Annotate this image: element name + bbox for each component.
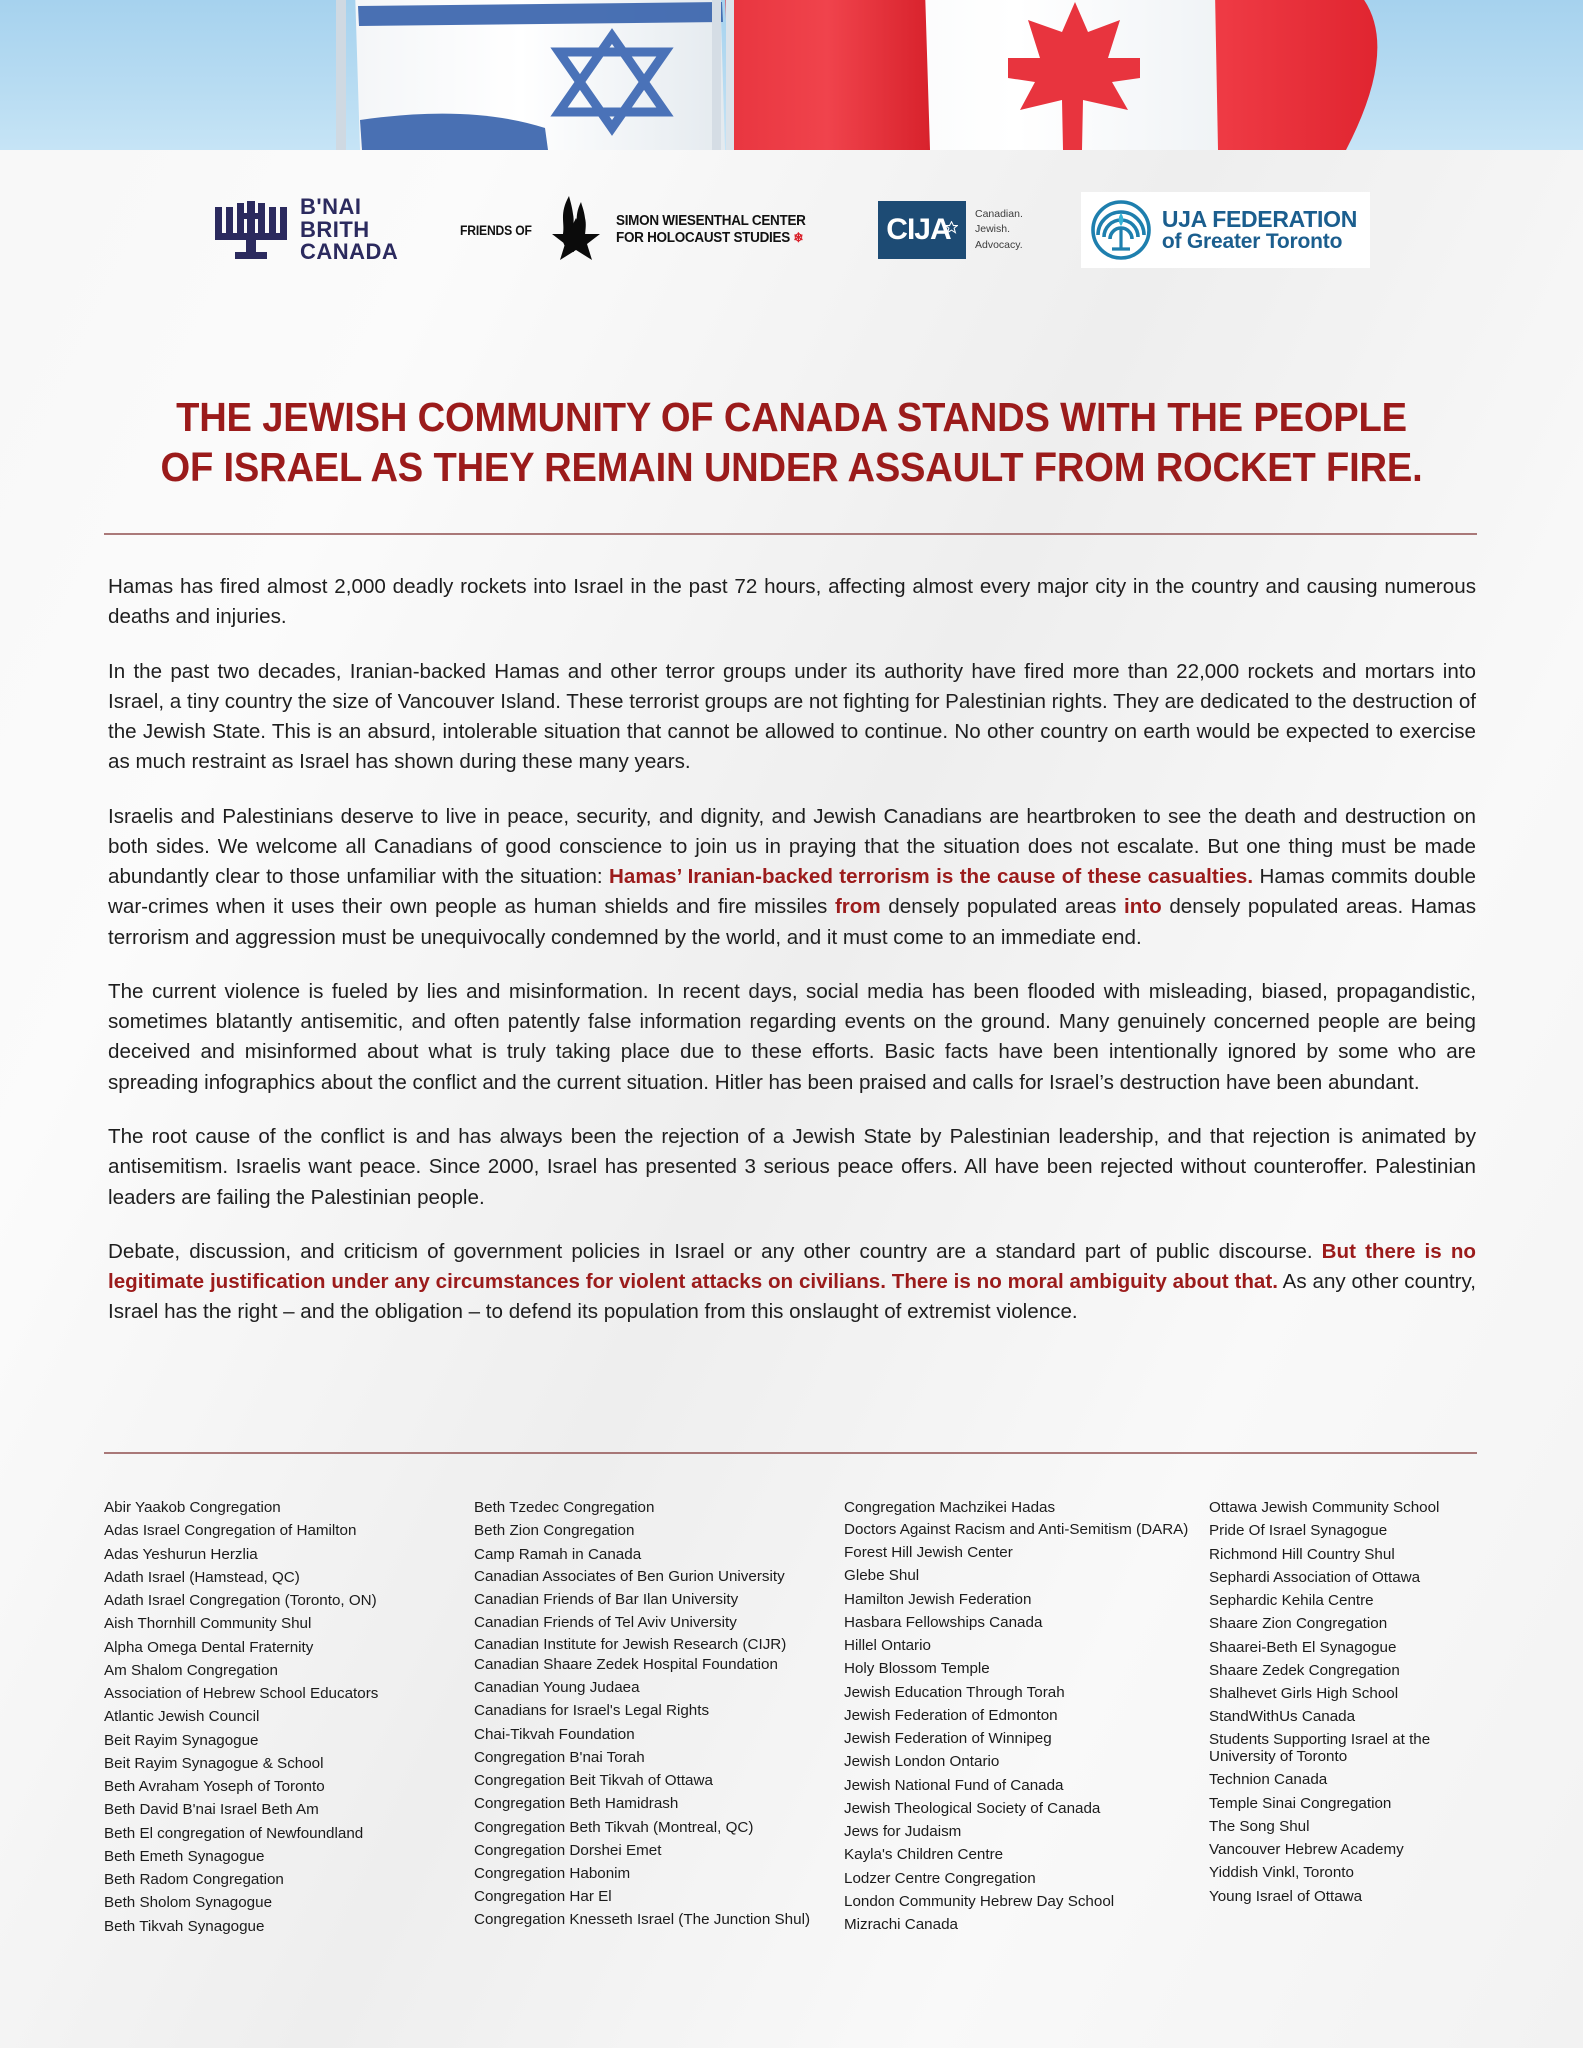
signatory-item: Congregation Har El	[474, 1888, 612, 1906]
signatory-item: Jewish Federation of Edmonton	[844, 1706, 1058, 1724]
signatory-column-3	[844, 1496, 1209, 1938]
cija-letters-text: CIJA	[886, 213, 951, 246]
uja-line-2: of Greater Toronto	[1161, 230, 1343, 253]
signatory-item: Jewish National Fund of Canada	[844, 1776, 1064, 1794]
signatory-item: Beth Emeth Synagogue	[104, 1847, 265, 1865]
signatory-item: Chai-Tikvah Foundation	[474, 1725, 635, 1743]
signatory-column-2	[474, 1496, 844, 1938]
signatory-item: Beit Rayim Synagogue & School	[104, 1754, 324, 1772]
p3-part-a: Israelis and Palestinians deserve to live in peace, security, and dignity, and Jewish Canadians are heartbroken to see the death and destruction on both sides. We welcome all Canadians of good conscience to join us in praying that the situation does not escalate. But one thing must be made abundantly clear to those unfamiliar with the situation:	[108, 804, 1476, 889]
signatory-item: Shaare Zion Congregation	[1209, 1615, 1388, 1633]
paragraph-1: Hamas has fired almost 2,000 deadly rockets into Israel in the past 72 hours, affecting almost every major city in the country and causing numerous deaths and injuries.	[108, 575, 1476, 629]
partner-logos	[0, 150, 1583, 310]
signatory-item: London Community Hebrew Day School	[844, 1892, 1115, 1910]
signatory-item: StandWithUs Canada	[1209, 1708, 1356, 1726]
fswc-line-2-wrap	[616, 230, 806, 247]
signatory-item: Beth Radom Congregation	[104, 1871, 284, 1888]
flags-banner	[0, 0, 1583, 150]
p6-emphasis: But there is no legitimate justification under any circumstances for violent attacks on civilians. There is no moral ambiguity about that.	[108, 1239, 1476, 1294]
headline-line-1: THE JEWISH COMMUNITY OF CANADA STANDS WITH THE PEOPLE	[176, 394, 1407, 440]
signatory-item: Young Israel of Ottawa	[1209, 1887, 1363, 1905]
signatory-item: Jewish Education Through Torah	[844, 1683, 1065, 1701]
maple-leaf-icon: ❄	[793, 230, 804, 245]
signatory-item: Vancouver Hebrew Academy	[1209, 1841, 1404, 1859]
divider-bottom	[104, 1452, 1477, 1454]
p3-part-b: Hamas commits double war-crimes when it uses their own people as human shields and fire missiles	[108, 865, 1477, 919]
signatory-item: Technion Canada	[1209, 1771, 1328, 1789]
signatory-item: Beit Rayim Synagogue	[104, 1731, 259, 1749]
signatory-item: Sephardi Association of Ottawa	[1209, 1568, 1421, 1586]
signatory-item: Canadian Friends of Tel Aviv University	[474, 1613, 737, 1631]
fswc-line-1: SIMON WIESENTHAL CENTER	[616, 212, 806, 229]
signatory-item: Glebe Shul	[844, 1567, 920, 1585]
uja-wordmark	[1162, 208, 1357, 252]
uja-line-1: UJA FEDERATION	[1161, 206, 1358, 232]
signatory-item: The Song Shul	[1209, 1817, 1310, 1835]
menorah-circle-icon	[1090, 199, 1152, 261]
signatory-item: Hillel Ontario	[844, 1637, 931, 1655]
star-of-david-icon	[945, 221, 958, 234]
p3-part-c: densely populated areas	[880, 895, 1124, 919]
paragraph-3	[108, 802, 1476, 953]
signatory-item: Congregation Habonim	[474, 1865, 631, 1883]
p6-part-a: Debate, discussion, and criticism of government policies in Israel or any other country are a standard part of public discourse.	[108, 1239, 1322, 1263]
cija-tagline-3: Advocacy.	[974, 238, 1023, 251]
signatory-item: Am Shalom Congregation	[104, 1661, 278, 1679]
signatory-item: Congregation Machzikei Hadas	[844, 1499, 1056, 1516]
signatory-item: Camp Ramah in Canada	[474, 1545, 642, 1563]
signatory-item: Beth Tzedec Congregation	[474, 1499, 655, 1516]
flags-illustration	[0, 0, 1583, 150]
friends-of-simon-wiesenthal-center-logo	[456, 194, 820, 266]
signatory-item: Beth Tikvah Synagogue	[104, 1917, 265, 1935]
cija-mark-box	[878, 201, 966, 259]
signatory-item: Lodzer Centre Congregation	[844, 1869, 1036, 1887]
signatory-item: Adas Israel Congregation of Hamilton	[104, 1522, 357, 1540]
bnai-brith-wordmark	[299, 193, 399, 265]
signatory-item: Beth Zion Congregation	[474, 1522, 635, 1540]
signatory-item: Abir Yaakob Congregation	[104, 1499, 281, 1516]
signatory-item: Adas Yeshurun Herzlia	[104, 1545, 258, 1563]
signatory-item: Atlantic Jewish Council	[104, 1708, 260, 1726]
signatory-item: Jewish London Ontario	[844, 1753, 1000, 1771]
signatory-item: Canadians for Israel's Legal Rights	[474, 1702, 710, 1720]
page-title	[55, 392, 1527, 492]
flame-star-of-david-icon	[543, 194, 609, 266]
signatory-item: Congregation Beth Hamidrash	[474, 1795, 679, 1813]
p3-part-d: densely populated areas. Hamas terrorism and aggression must be unequivocally condemned by the world, and it must come to an immediate end.	[108, 895, 1476, 949]
cija-tagline-1: Canadian.	[974, 208, 1023, 221]
signatory-item: Beth David B'nai Israel Beth Am	[104, 1801, 319, 1819]
paragraph-2: In the past two decades, Iranian-backed Hamas and other terror groups under its authority have fired more than 22,000 rockets and mortars into Israel, a tiny country the size of Vancouver Island. These terrorist groups are not fighting for Palestinian rights. They are dedicated to the destruction of the Jewish State. This is an absurd, intolerable situation that cannot be allowed to continue. No other country on earth would be expected to exercise as much restraint as Israel has shown during these many years.	[108, 659, 1476, 774]
signatory-item: Canadian Shaare Zedek Hospital Foundation	[474, 1656, 778, 1674]
signatory-item: Shaare Zedek Congregation	[1209, 1661, 1400, 1679]
signatory-item: Temple Sinai Congregation	[1209, 1794, 1392, 1812]
signatory-item: Adath Israel (Hamstead, QC)	[104, 1568, 300, 1586]
signatory-column-4	[1209, 1496, 1494, 1938]
signatory-column-1	[104, 1496, 474, 1938]
cija-logo	[878, 201, 1023, 259]
signatory-item: Hamilton Jewish Federation	[844, 1590, 1032, 1608]
signatory-item: Richmond Hill Country Shul	[1209, 1545, 1395, 1563]
signatory-item: Association of Hebrew School Educators	[104, 1685, 379, 1702]
signatory-item: Congregation Beth Tikvah (Montreal, QC)	[474, 1818, 754, 1836]
statement-body	[108, 572, 1476, 1328]
p3-emphasis-into: into	[1124, 895, 1162, 919]
bnai-line-3: CANADA	[299, 239, 399, 265]
paragraph-5: The root cause of the conflict is and has always been the rejection of a Jewish State by Palestinian leadership, and that rejection is animated by antisemitism. Israelis want peace. Since 2000, Israel has presented 3 serious peace offers. All have been rejected without counteroffer. Palestinian leaders are failing the Palestinian people.	[108, 1124, 1476, 1209]
signatory-item: Beth El congregation of Newfoundland	[104, 1824, 364, 1842]
cija-wordmark	[886, 213, 957, 247]
signatory-item: Congregation B'nai Torah	[474, 1748, 645, 1766]
fswc-wordmark	[616, 213, 806, 247]
signatory-item: Shaarei-Beth El Synagogue	[1209, 1638, 1397, 1656]
signatory-item: Canadian Institute for Jewish Research (CIJR)	[474, 1636, 787, 1654]
p6-part-b: As any other country, Israel has the right – and the obligation – to defend its population from this onslaught of extremist violence.	[108, 1270, 1476, 1324]
divider-top	[104, 533, 1477, 535]
bnai-line-2: BRITH	[299, 216, 370, 242]
signatory-item: Jews for Judaism	[844, 1823, 962, 1841]
signatory-item: Holy Blossom Temple	[844, 1660, 990, 1678]
signatory-item: Aish Thornhill Community Shul	[104, 1615, 312, 1633]
menorah-icon	[213, 199, 289, 261]
signatory-item: Congregation Knesseth Israel (The Junction Shul)	[474, 1910, 811, 1928]
signatory-item: Canadian Young Judaea	[474, 1679, 640, 1697]
signatory-item: Hasbara Fellowships Canada	[844, 1613, 1043, 1631]
signatory-item: Jewish Federation of Winnipeg	[844, 1730, 1052, 1748]
signatory-item: Pride Of Israel Synagogue	[1209, 1522, 1388, 1540]
signatory-item: Forest Hill Jewish Center	[844, 1544, 1013, 1562]
signatory-item: Shalhevet Girls High School	[1209, 1685, 1399, 1702]
paragraph-6	[108, 1237, 1476, 1328]
p3-emphasis-from: from	[834, 895, 881, 919]
signatory-item: Students Supporting Israel at the University of Toronto	[1209, 1730, 1431, 1766]
headline-line-2: OF ISRAEL AS THEY REMAIN UNDER ASSAULT FROM ROCKET FIRE.	[160, 444, 1423, 491]
p3-emphasis-1: Hamas’ Iranian-backed terrorism is the cause of these casualties.	[609, 865, 1254, 889]
signatory-item: Ottawa Jewish Community School	[1209, 1499, 1440, 1516]
signatory-item: Mizrachi Canada	[844, 1916, 958, 1934]
signatory-item: Yiddish Vinkl, Toronto	[1209, 1864, 1354, 1882]
signatory-item: Kayla's Children Centre	[844, 1846, 1004, 1864]
uja-federation-logo	[1081, 192, 1370, 268]
signatory-item: Congregation Dorshei Emet	[474, 1841, 662, 1859]
signatory-item: Adath Israel Congregation (Toronto, ON)	[104, 1592, 377, 1609]
fswc-prefix: FRIENDS OF	[460, 222, 533, 238]
cija-tagline	[975, 207, 1023, 253]
cija-tagline-2: Jewish.	[974, 223, 1010, 236]
bnai-brith-canada-logo	[213, 193, 399, 265]
signatory-item: Sephardic Kehila Centre	[1209, 1592, 1374, 1609]
signatory-item: Jewish Theological Society of Canada	[844, 1799, 1101, 1817]
paragraph-4: The current violence is fueled by lies and misinformation. In recent days, social media has been flooded with misleading, biased, propagandistic, sometimes blatantly antisemitic, and often patently false information regarding events on the ground. Many genuinely concerned people are being deceived and misinformed about what is truly taking place due to these efforts. Basic facts have been intentionally ignored by some who are spreading infographics about the conflict and the current situation. Hitler has been praised and calls for Israel’s destruction have been abundant.	[108, 979, 1476, 1094]
bnai-line-1: B'NAI	[299, 193, 362, 219]
fswc-line-2: FOR HOLOCAUST STUDIES	[616, 230, 791, 246]
signatory-item: Congregation Beit Tikvah of Ottawa	[474, 1772, 713, 1790]
signatory-item: Canadian Associates of Ben Gurion University	[474, 1567, 785, 1585]
signatory-item: Alpha Omega Dental Fraternity	[104, 1638, 314, 1656]
signatory-item: Beth Sholom Synagogue	[104, 1894, 273, 1912]
signatory-organizations	[104, 1496, 1494, 1938]
signatory-item: Doctors Against Racism and Anti-Semitism (DARA)	[844, 1521, 1189, 1539]
signatory-item: Beth Avraham Yoseph of Toronto	[104, 1778, 325, 1795]
signatory-item: Canadian Friends of Bar Ilan University	[474, 1590, 739, 1608]
